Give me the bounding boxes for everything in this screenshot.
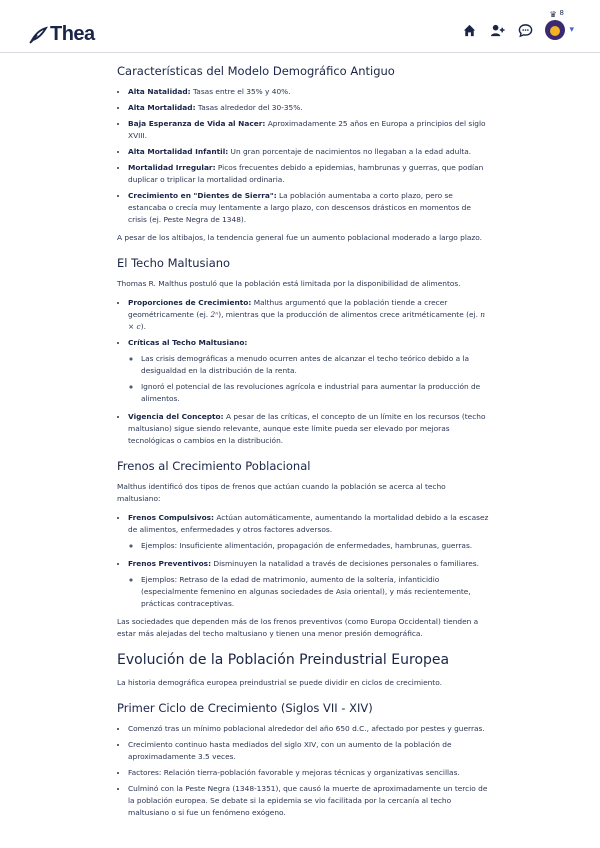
list-item: • Frenos Preventivos: Disminuyen la natalidad a través de decisiones personales o familiares. ◦ Ejemplos: Retraso de la edad de matrimonio, aumento de la soltería, infanticidio (especialmente femenino en algunas sociedades de Asia oriental), y más recientemente, prácticas contraceptivas.	[128, 558, 489, 610]
section-title: Frenos al Crecimiento Poblacional	[117, 459, 311, 473]
sub-list	[128, 574, 489, 610]
math-expression: 2ⁿ	[210, 310, 219, 319]
sub-list-item: ◦ Ejemplos: Insuficiente alimentación, propagación de enfermedades, hambrunas, guerras.	[141, 540, 489, 552]
bullet-list	[117, 86, 489, 226]
sub-list-item: ◦ Ejemplos: Retraso de la edad de matrimonio, aumento de la soltería, infanticidio (especialmente femenino en algunas sociedades de Asia oriental), y más recientemente, prácticas contraceptivas.	[141, 574, 489, 610]
list-item: • Frenos Compulsivos: Actúan automáticamente, aumentando la mortalidad debido a la escasez de alimentos, enfermedades y otros factores adversos. ◦ Ejemplos: Insuficiente alimentación, propagación de enfermedades, hambrunas, guerras.	[128, 512, 489, 552]
document-body	[117, 42, 489, 825]
sub-list-item: ◦ Las crisis demográficas a menudo ocurren antes de alcanzar el techo teórico debido a la desigualdad en la distribución de la renta.	[141, 353, 489, 377]
chevron-down-icon[interactable]: ▾	[569, 25, 574, 35]
math-expression: n × c	[128, 310, 486, 331]
bullet-list	[117, 512, 489, 610]
list-item: • Críticas al Techo Maltusiano: ◦ Las crisis demográficas a menudo ocurren antes de alcanzar el techo teórico debido a la desigualdad en la distribución de la renta. ◦ Ignoró el potencial de las revoluciones agrícola e industrial para aumentar la producción de alimentos.	[128, 337, 489, 405]
avatar[interactable]	[545, 20, 565, 40]
section-title: Primer Ciclo de Crecimiento (Siglos VII - XIV)	[117, 701, 373, 715]
user-menu[interactable]	[545, 9, 574, 40]
brand-name: Thea	[50, 23, 95, 45]
paragraph: Las sociedades que dependen más de los frenos preventivos (como Europa Occidental) tienden a estar más alejadas del techo maltusiano y tienen una menor presión demográfica.	[117, 617, 479, 638]
sub-list	[128, 540, 489, 552]
section-title: Características del Modelo Demográfico Antiguo	[117, 64, 395, 78]
header-actions	[451, 9, 574, 40]
list-item: • Alta Mortalidad Infantil: Un gran porcentaje de nacimientos no llegaban a la edad adulta.	[128, 146, 489, 158]
paragraph: A pesar de los altibajos, la tendencia general fue un aumento poblacional moderado a largo plazo.	[117, 233, 483, 242]
paragraph: Thomas R. Malthus postuló que la población está limitada por la disponibilidad de alimentos.	[117, 279, 461, 288]
list-item: • Alta Natalidad: Tasas entre el 35% y 40%.	[128, 86, 489, 98]
list-item: • Baja Esperanza de Vida al Nacer: Aproximadamente 25 años en Europa a principios del siglo XVIII.	[128, 118, 489, 142]
feather-icon	[28, 25, 48, 45]
chapter-title: Evolución de la Población Preindustrial Europea	[117, 652, 450, 668]
chat-icon[interactable]	[515, 20, 535, 40]
list-item: • Crecimiento continuo hasta mediados del siglo XIV, con un aumento de la población de aproximadamente 3.5 veces.	[128, 739, 489, 763]
list-item: • Comenzó tras un mínimo poblacional alrededor del año 650 d.C., afectado por pestes y guerras.	[128, 723, 489, 735]
thea-logo[interactable]	[28, 23, 95, 46]
sub-list	[128, 353, 489, 405]
list-item: • Alta Mortalidad: Tasas alrededor del 30-35%.	[128, 102, 489, 114]
list-item: • Culminó con la Peste Negra (1348-1351), que causó la muerte de aproximadamente un tercio de la población europea. Se debate si la epidemia se vio facilitada por la cercanía al techo maltusiano o si fue un fenómeno exógeno.	[128, 783, 489, 819]
list-item: • Proporciones de Crecimiento: Malthus argumentó que la población tiende a crecer geométricamente (ej. 2ⁿ), mientras que la producción de alimentos crece aritméticamente (ej. n × c).	[128, 297, 489, 333]
list-item: • Factores: Relación tierra-población favorable y mejoras técnicas y organizativas sencillas.	[128, 767, 489, 779]
add-user-icon[interactable]	[487, 20, 507, 40]
level-badge: 8	[559, 9, 564, 17]
bullet-list	[117, 723, 489, 819]
top-navigation-bar	[0, 0, 600, 53]
list-item: • Mortalidad Irregular: Picos frecuentes debido a epidemias, hambrunas y guerras, que podían duplicar o triplicar la mortalidad ordinaria.	[128, 162, 489, 186]
crown-icon: ♛	[549, 10, 557, 19]
paragraph: La historia demográfica europea preindustrial se puede dividir en ciclos de crecimiento.	[117, 678, 442, 687]
bullet-list	[117, 297, 489, 447]
list-item: • Vigencia del Concepto: A pesar de las críticas, el concepto de un límite en los recursos (techo maltusiano) sigue siendo relevante, aunque este límite pueda ser elevado por mejoras tecnológicas o cambios en la distribución.	[128, 411, 489, 447]
home-icon[interactable]	[459, 20, 479, 40]
paragraph: Malthus identificó dos tipos de frenos que actúan cuando la población se acerca al techo maltusiano:	[117, 482, 446, 503]
list-item: • Crecimiento en "Dientes de Sierra": La población aumentaba a corto plazo, pero se estancaba o crecía muy lentamente a largo plazo, con descensos drásticos en momentos de crisis (ej. Peste Negra de 1348).	[128, 190, 489, 226]
sub-list-item: ◦ Ignoró el potencial de las revoluciones agrícola e industrial para aumentar la producción de alimentos.	[141, 381, 489, 405]
section-title: El Techo Maltusiano	[117, 256, 231, 270]
